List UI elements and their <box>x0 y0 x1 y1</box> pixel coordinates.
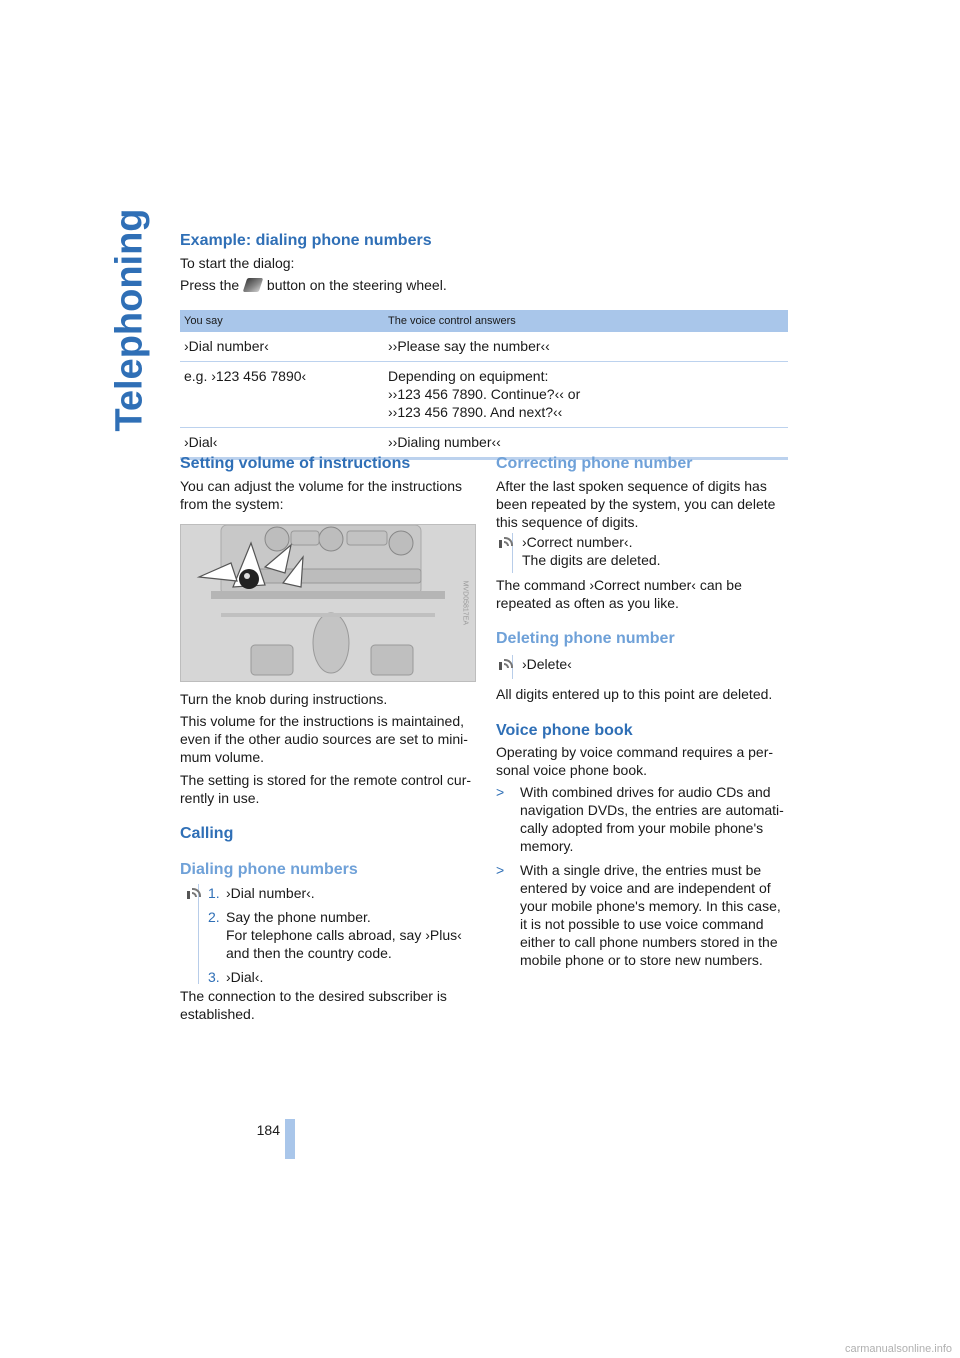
section-title: Telephoning <box>109 208 152 432</box>
volume-p3: The setting is stored for the remote control currently in use. <box>180 772 472 806</box>
page-number: 184 <box>256 1122 280 1138</box>
table-header-answers: The voice control answers <box>384 310 788 332</box>
example-press-line: Press the button on the steering wheel. <box>180 277 447 293</box>
voice-command-icon <box>498 658 512 670</box>
correcting-intro: After the last spoken sequence of digits has been repeated by the system, you can delete this sequence of digits. <box>496 478 776 530</box>
phonebook-intro: Operating by voice command requires a personal voice phone book. <box>496 744 774 778</box>
page-marker-bar <box>285 1119 295 1159</box>
console-illustration <box>181 525 475 681</box>
calling-heading: Calling <box>180 825 234 842</box>
example-heading: Example: dialing phone numbers <box>180 232 432 249</box>
voice-command-icon <box>186 887 200 899</box>
table-row: e.g. ›123 456 7890‹ Depending on equipment: ››123 456 7890. Continue?‹‹ or ››123 456 7890. And next?‹‹ <box>180 362 788 428</box>
watermark: carmanualsonline.info <box>844 1343 952 1355</box>
list-item: > With combined drives for audio CDs and navigation DVDs, the entries are automatically adopted from your mobile phone's memory. <box>496 784 784 854</box>
dialog-table <box>180 310 788 460</box>
list-item: 3. ›Dial‹. <box>208 969 264 985</box>
phonebook-heading: Voice phone book <box>496 722 633 739</box>
correcting-outro: The command ›Correct number‹ can be repeated as often as you like. <box>496 577 742 611</box>
deleting-heading: Deleting phone number <box>496 630 675 647</box>
table-header-you-say: You say <box>180 310 384 332</box>
volume-p2: This volume for the instructions is maintained, even if the other audio sources are set to minimum volume. <box>180 713 468 765</box>
dialing-steps-box <box>180 884 474 984</box>
table-row: ›Dial number‹ ››Please say the number‹‹ <box>180 332 788 362</box>
correct-command-box: ›Correct number‹. The digits are deleted. <box>496 533 790 573</box>
photo-code: MVD05817EA <box>461 580 468 625</box>
volume-intro: You can adjust the volume for the instructions from the system: <box>180 478 462 512</box>
phonebook-list <box>496 783 790 975</box>
correcting-heading: Correcting phone number <box>496 455 693 472</box>
table-row: ›Dial‹ ››Dialing number‹‹ <box>180 428 788 459</box>
delete-command-box: ›Delete‹ <box>496 655 790 679</box>
list-item: 1. ›Dial number‹. <box>208 885 315 901</box>
volume-p1: Turn the knob during instructions. <box>180 691 388 707</box>
voice-command-icon <box>498 536 512 548</box>
list-item: > With a single drive, the entries must be entered by voice and are independent of your mobile phone's memory. In this case, it is not possible to use voice command either to call phone numbers stored in the mobile phone or to store new numbers. <box>496 862 781 968</box>
dashboard-photo <box>180 524 476 682</box>
volume-heading: Setting volume of instructions <box>180 455 411 472</box>
example-intro: To start the dialog: <box>180 255 295 271</box>
dialing-subheading: Dialing phone numbers <box>180 861 358 878</box>
voice-button-icon <box>243 278 264 292</box>
deleting-outro: All digits entered up to this point are deleted. <box>496 686 773 702</box>
calling-outro: The connection to the desired subscriber is established. <box>180 988 447 1022</box>
list-item: 2. Say the phone number. For telephone calls abroad, say ›Plus‹ and then the country code. <box>208 909 462 961</box>
